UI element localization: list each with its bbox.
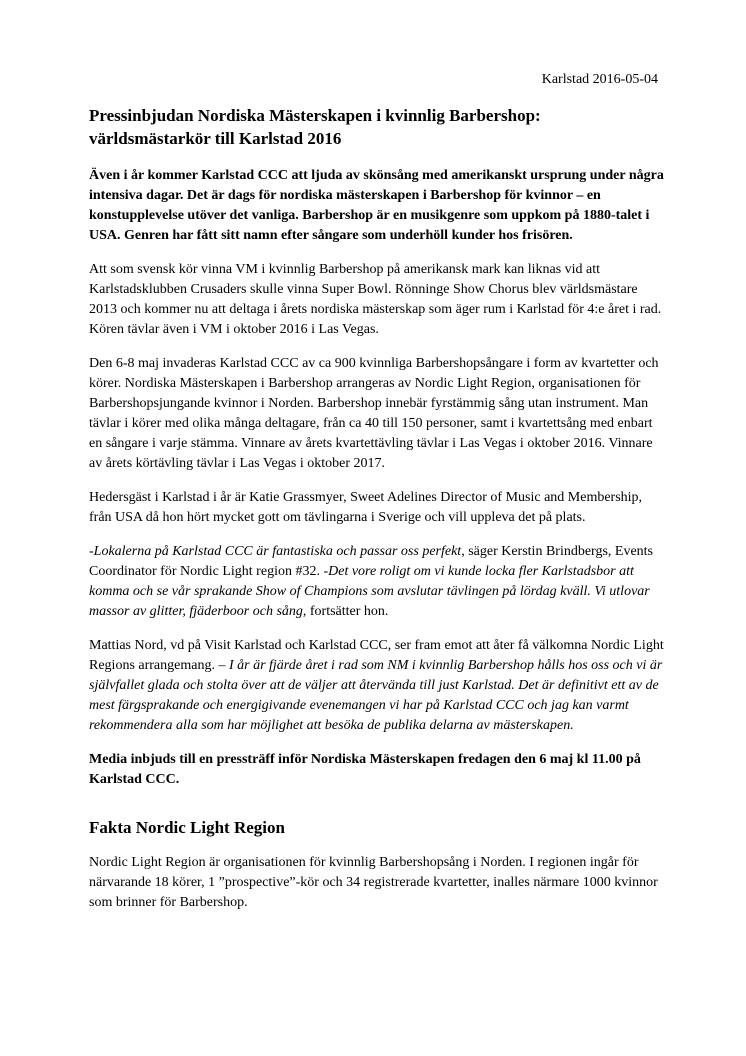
paragraph-world-champions: Att som svensk kör vinna VM i kvinnlig Barbershop på amerikansk mark kan liknas vid att Karlstadsklubben Crusaders skulle vinna Super Bowl. Rönninge Show Chorus blev världsmästare 2013 och kommer nu att deltaga i årets nordiska mästerskap som äger rum i Karlstad för 4:e året i rad. Kören tävlar även i VM i oktober 2016 i Las Vegas.	[89, 262, 662, 337]
quote-plain-b: , fortsätter hon.	[302, 604, 389, 619]
facts-heading: Fakta Nordic Light Region	[89, 818, 285, 837]
lead-paragraph: Även i år kommer Karlstad CCC att ljuda av skönsång med amerikanskt ursprung under några intensiva dagar. Det är dags för nordiska mästerskapen i Barbershop för kvinnor – en konstupplevelse utöver det vanliga. Barbershop är en musikgenre som uppkom på 1880-talet i USA. Genren har fått sitt namn efter sångare som underhöll kunder hos frisören.	[89, 168, 664, 243]
paragraph-event-details: Den 6-8 maj invaderas Karlstad CCC av ca 900 kvinnliga Barbershopsångare i form av kvartetter och körer. Nordiska Mästerskapen i Barbershop arrangeras av Nordic Light Region, organisationen för Barbershopsjungande kvinnor i Norden. Barbershop innebär fyrstämmig sång utan instrument. Man tävlar i körer med olika många deltagare, från ca 40 till 150 personer, samt i kvartettsång med enbart en sångare i varje stämma. Vinnare av årets kvartettävling tävlar i Las Vegas i oktober 2016. Vinnare av årets körtävling tävlar i Las Vegas i oktober 2017.	[89, 356, 659, 471]
media-invitation: Media inbjuds till en pressträff inför Nordiska Mästerskapen fredagen den 6 maj kl 11.00 på Karlstad CCC.	[89, 752, 641, 787]
press-release-title	[89, 104, 664, 150]
document-body	[89, 104, 664, 927]
quote2-plain: Mattias Nord, vd på Visit Karlstad och Karlstad CCC, ser fram emot att åter få välkomna Nordic Light Regions arrangemang.	[89, 638, 664, 673]
quote-paragraph-ceo	[89, 636, 664, 736]
facts-paragraph: Nordic Light Region är organisationen för kvinnlig Barbershopsång i Norden. I regionen ingår för närvarande 18 körer, 1 ”prospective”-kör och 34 registrerade kvartetter, inalles närmare 1000 kvinnor som brinner för Barbershop.	[89, 855, 658, 910]
quote2-italic: – I år är fjärde året i rad som NM i kvinnlig Barbershop hålls hos oss och vi är självfallet glada och stolta över att de väljer att återvända till just Karlstad. Det är definitivt ett av de mest färgsprakande och energigivande evenemangen vi har på Karlstad CCC och jag kan varmt rekommendera alla som har möjlighet att besöka de publika delarna av mästerskapen.	[89, 658, 663, 733]
dateline: Karlstad 2016-05-04	[541, 72, 658, 87]
quote-italic-a: -Lokalerna på Karlstad CCC är fantastiska och passar oss perfekt	[89, 544, 462, 559]
quote-plain-a: , säger Kerstin Brindbergs, Events Coordinator för Nordic Light region #32.	[89, 544, 654, 579]
title-line-2: världsmästarkör till Karlstad 2016	[89, 129, 342, 148]
quote-paragraph-coordinator	[89, 542, 664, 622]
quote-italic-b: -Det vore roligt om vi kunde locka fler Karlstadsbor att komma och se vår sprakande Show of Champions som avslutar tävlingen på lördag kväll. Vi utlovar massor av glitter, fjäderboor och sång	[89, 564, 650, 619]
title-line-1: Pressinbjudan Nordiska Mästerskapen i kvinnlig Barbershop:	[89, 106, 541, 125]
paragraph-guest-of-honour: Hedersgäst i Karlstad i år är Katie Grassmyer, Sweet Adelines Director of Music and Membership, från USA då hon hört mycket gott om tävlingarna i Sverige och vill uppleva det på plats.	[89, 490, 643, 525]
